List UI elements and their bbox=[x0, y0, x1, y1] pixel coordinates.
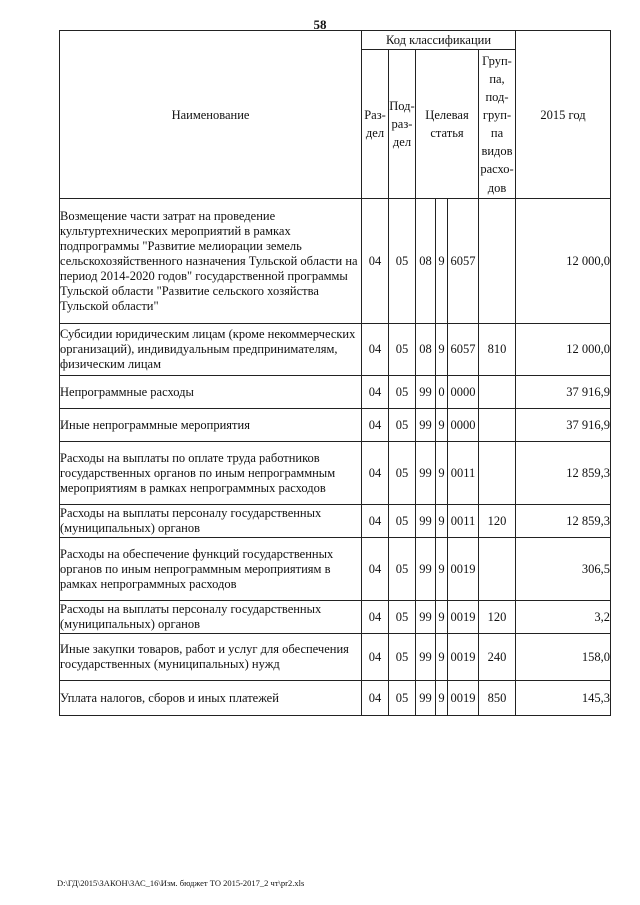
row-expense-type bbox=[479, 409, 516, 442]
row-name: Иные закупки товаров, работ и услуг для обеспечения государственных (муниципальных) нужд bbox=[60, 634, 362, 681]
row-target-direction: 0011 bbox=[448, 442, 479, 505]
row-expense-type: 120 bbox=[479, 505, 516, 538]
row-target-subprogram: 9 bbox=[436, 505, 448, 538]
row-name: Расходы на выплаты персоналу государственных (муниципальных) органов bbox=[60, 601, 362, 634]
row-podrazdel: 05 bbox=[389, 442, 416, 505]
table-row bbox=[60, 376, 611, 409]
row-podrazdel: 05 bbox=[389, 409, 416, 442]
row-target-program: 99 bbox=[416, 442, 436, 505]
row-target-program: 99 bbox=[416, 538, 436, 601]
row-target-subprogram: 9 bbox=[436, 681, 448, 716]
row-target-program: 99 bbox=[416, 634, 436, 681]
row-razdel: 04 bbox=[362, 634, 389, 681]
row-target-program: 08 bbox=[416, 199, 436, 324]
header-podrazdel: Под- раз- дел bbox=[389, 50, 416, 199]
table-row bbox=[60, 538, 611, 601]
row-amount: 158,0 bbox=[516, 634, 611, 681]
header-razdel: Раз- дел bbox=[362, 50, 389, 199]
row-name: Расходы на выплаты по оплате труда работников государственных органов по иным непрограммным мероприятиям в рамках непрограммных расходов bbox=[60, 442, 362, 505]
row-target-direction: 6057 bbox=[448, 324, 479, 376]
row-target-subprogram: 9 bbox=[436, 324, 448, 376]
row-expense-type: 120 bbox=[479, 601, 516, 634]
row-target-program: 99 bbox=[416, 505, 436, 538]
row-target-subprogram: 9 bbox=[436, 409, 448, 442]
table-row bbox=[60, 442, 611, 505]
row-target-program: 99 bbox=[416, 409, 436, 442]
row-razdel: 04 bbox=[362, 199, 389, 324]
row-target-direction: 0011 bbox=[448, 505, 479, 538]
row-podrazdel: 05 bbox=[389, 634, 416, 681]
row-target-direction: 0019 bbox=[448, 634, 479, 681]
row-amount: 12 000,0 bbox=[516, 324, 611, 376]
file-path-footer: D:\ГД\2015\ЗАКОН\ЗАС_16\Изм. бюджет ТО 2015-2017_2 чт\pr2.xls bbox=[57, 878, 305, 888]
row-name: Расходы на обеспечение функций государственных органов по иным непрограммным мероприятиям в рамках непрограммных расходов bbox=[60, 538, 362, 601]
row-razdel: 04 bbox=[362, 376, 389, 409]
row-amount: 37 916,9 bbox=[516, 409, 611, 442]
row-target-subprogram: 9 bbox=[436, 199, 448, 324]
row-target-subprogram: 9 bbox=[436, 601, 448, 634]
row-podrazdel: 05 bbox=[389, 601, 416, 634]
page-number: 58 bbox=[313, 17, 327, 32]
header-name: Наименование bbox=[60, 31, 362, 199]
row-expense-type bbox=[479, 538, 516, 601]
row-amount: 306,5 bbox=[516, 538, 611, 601]
row-podrazdel: 05 bbox=[389, 505, 416, 538]
header-expense-group: Груп- па, под- груп- па видов расхо- дов bbox=[479, 50, 516, 199]
row-expense-type bbox=[479, 442, 516, 505]
row-expense-type: 240 bbox=[479, 634, 516, 681]
row-target-program: 08 bbox=[416, 324, 436, 376]
row-podrazdel: 05 bbox=[389, 538, 416, 601]
table-row bbox=[60, 681, 611, 716]
row-amount: 12 859,3 bbox=[516, 442, 611, 505]
row-name: Субсидии юридическим лицам (кроме некоммерческих организаций), индивидуальным предпринимателям, физическим лицам bbox=[60, 324, 362, 376]
row-name: Непрограммные расходы bbox=[60, 376, 362, 409]
row-target-program: 99 bbox=[416, 376, 436, 409]
row-name: Иные непрограммные мероприятия bbox=[60, 409, 362, 442]
row-name: Расходы на выплаты персоналу государственных (муниципальных) органов bbox=[60, 505, 362, 538]
row-target-direction: 0000 bbox=[448, 409, 479, 442]
row-target-subprogram: 9 bbox=[436, 634, 448, 681]
row-podrazdel: 05 bbox=[389, 324, 416, 376]
table-row bbox=[60, 634, 611, 681]
header-year: 2015 год bbox=[516, 31, 611, 199]
row-razdel: 04 bbox=[362, 409, 389, 442]
table-row bbox=[60, 601, 611, 634]
row-target-program: 99 bbox=[416, 601, 436, 634]
header-classification: Код классификации bbox=[362, 31, 516, 50]
row-target-direction: 0019 bbox=[448, 681, 479, 716]
row-target-direction: 6057 bbox=[448, 199, 479, 324]
row-expense-type bbox=[479, 199, 516, 324]
row-amount: 12 859,3 bbox=[516, 505, 611, 538]
header-target-article: Целевая статья bbox=[416, 50, 479, 199]
row-expense-type bbox=[479, 376, 516, 409]
row-target-direction: 0019 bbox=[448, 538, 479, 601]
row-amount: 12 000,0 bbox=[516, 199, 611, 324]
row-target-subprogram: 0 bbox=[436, 376, 448, 409]
table-body bbox=[60, 199, 611, 716]
row-name: Возмещение части затрат на проведение культуртехнических мероприятий в рамках подпрограммы "Развитие мелиорации земель сельскохозяйственного назначения Тульской области на период 2014-2020 годов" государственной программы Тульской области "Развитие сельского хозяйства Тульской области" bbox=[60, 199, 362, 324]
budget-table bbox=[59, 30, 611, 716]
row-target-subprogram: 9 bbox=[436, 442, 448, 505]
row-amount: 3,2 bbox=[516, 601, 611, 634]
table-row bbox=[60, 409, 611, 442]
table-row bbox=[60, 199, 611, 324]
row-razdel: 04 bbox=[362, 442, 389, 505]
row-amount: 145,3 bbox=[516, 681, 611, 716]
row-razdel: 04 bbox=[362, 681, 389, 716]
row-target-direction: 0019 bbox=[448, 601, 479, 634]
row-target-direction: 0000 bbox=[448, 376, 479, 409]
row-razdel: 04 bbox=[362, 601, 389, 634]
row-podrazdel: 05 bbox=[389, 376, 416, 409]
row-razdel: 04 bbox=[362, 538, 389, 601]
row-podrazdel: 05 bbox=[389, 681, 416, 716]
row-target-program: 99 bbox=[416, 681, 436, 716]
row-expense-type: 810 bbox=[479, 324, 516, 376]
row-target-subprogram: 9 bbox=[436, 538, 448, 601]
table-row bbox=[60, 505, 611, 538]
row-razdel: 04 bbox=[362, 324, 389, 376]
row-razdel: 04 bbox=[362, 505, 389, 538]
row-amount: 37 916,9 bbox=[516, 376, 611, 409]
table-row bbox=[60, 324, 611, 376]
row-podrazdel: 05 bbox=[389, 199, 416, 324]
row-name: Уплата налогов, сборов и иных платежей bbox=[60, 681, 362, 716]
row-expense-type: 850 bbox=[479, 681, 516, 716]
